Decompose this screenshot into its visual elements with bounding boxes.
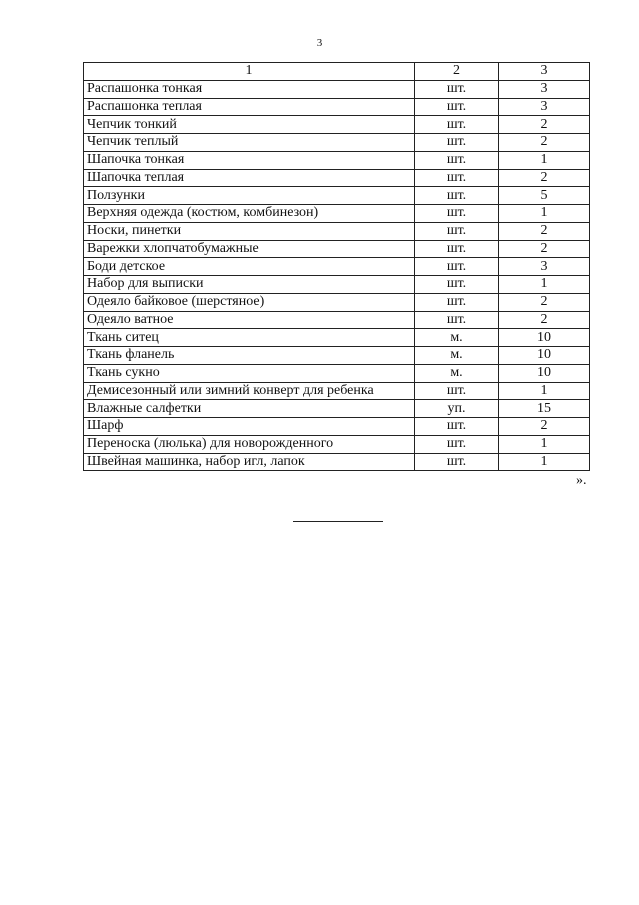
- table-row: [84, 329, 590, 347]
- item-unit: шт.: [415, 169, 499, 187]
- item-unit: шт.: [415, 98, 499, 116]
- item-unit: шт.: [415, 418, 499, 436]
- item-quantity: 1: [499, 276, 590, 294]
- item-quantity: 1: [499, 382, 590, 400]
- table-row: [84, 187, 590, 205]
- item-name: Верхняя одежда (костюм, комбинезон): [84, 205, 415, 223]
- item-unit: шт.: [415, 187, 499, 205]
- item-quantity: 3: [499, 80, 590, 98]
- item-unit: шт.: [415, 222, 499, 240]
- item-name: Одеяло байковое (шерстяное): [84, 293, 415, 311]
- item-quantity: 2: [499, 240, 590, 258]
- item-unit: м.: [415, 347, 499, 365]
- item-quantity: 10: [499, 364, 590, 382]
- item-name: Ткань ситец: [84, 329, 415, 347]
- table-row: [84, 222, 590, 240]
- column-header-3: 3: [499, 63, 590, 81]
- item-name: Переноска (люлька) для новорожденного: [84, 435, 415, 453]
- item-quantity: 2: [499, 222, 590, 240]
- page-number: 3: [316, 37, 323, 49]
- item-unit: шт.: [415, 453, 499, 471]
- item-unit: шт.: [415, 258, 499, 276]
- table-row: [84, 418, 590, 436]
- item-name: Шапочка тонкая: [84, 151, 415, 169]
- item-quantity: 1: [499, 435, 590, 453]
- item-quantity: 3: [499, 98, 590, 116]
- item-unit: шт.: [415, 240, 499, 258]
- table-row: [84, 258, 590, 276]
- item-unit: шт.: [415, 382, 499, 400]
- item-name: Ползунки: [84, 187, 415, 205]
- item-name: Шарф: [84, 418, 415, 436]
- item-unit: шт.: [415, 311, 499, 329]
- closing-quote-mark: ».: [576, 473, 587, 488]
- item-name: Носки, пинетки: [84, 222, 415, 240]
- item-name: Боди детское: [84, 258, 415, 276]
- table-row: [84, 169, 590, 187]
- item-quantity: 2: [499, 116, 590, 134]
- item-unit: м.: [415, 329, 499, 347]
- item-unit: шт.: [415, 80, 499, 98]
- item-name: Шапочка теплая: [84, 169, 415, 187]
- separator-line: [293, 521, 383, 522]
- item-name: Одеяло ватное: [84, 311, 415, 329]
- item-unit: шт.: [415, 276, 499, 294]
- item-name: Ткань фланель: [84, 347, 415, 365]
- item-name: Чепчик теплый: [84, 134, 415, 152]
- item-quantity: 5: [499, 187, 590, 205]
- item-name: Швейная машинка, набор игл, лапок: [84, 453, 415, 471]
- item-name: Распашонка тонкая: [84, 80, 415, 98]
- table-row: [84, 116, 590, 134]
- table-row: [84, 453, 590, 471]
- table-row: [84, 382, 590, 400]
- column-header-1: 1: [84, 63, 415, 81]
- item-name: Ткань сукно: [84, 364, 415, 382]
- table-row: [84, 364, 590, 382]
- item-unit: шт.: [415, 435, 499, 453]
- item-name: Чепчик тонкий: [84, 116, 415, 134]
- item-quantity: 2: [499, 169, 590, 187]
- item-quantity: 3: [499, 258, 590, 276]
- column-header-2: 2: [415, 63, 499, 81]
- item-quantity: 1: [499, 453, 590, 471]
- item-quantity: 2: [499, 311, 590, 329]
- table-row: [84, 435, 590, 453]
- table-row: [84, 80, 590, 98]
- item-unit: шт.: [415, 293, 499, 311]
- item-name: Демисезонный или зимний конверт для ребенка: [84, 382, 415, 400]
- item-quantity: 2: [499, 293, 590, 311]
- table-row: [84, 134, 590, 152]
- item-name: Распашонка теплая: [84, 98, 415, 116]
- table-row: [84, 240, 590, 258]
- item-unit: м.: [415, 364, 499, 382]
- table-row: [84, 400, 590, 418]
- item-quantity: 2: [499, 134, 590, 152]
- item-quantity: 1: [499, 151, 590, 169]
- item-quantity: 1: [499, 205, 590, 223]
- item-unit: шт.: [415, 134, 499, 152]
- table-header-row: [84, 63, 590, 81]
- item-name: Варежки хлопчатобумажные: [84, 240, 415, 258]
- table-row: [84, 98, 590, 116]
- table-row: [84, 311, 590, 329]
- item-unit: шт.: [415, 116, 499, 134]
- table-row: [84, 205, 590, 223]
- item-name: Влажные салфетки: [84, 400, 415, 418]
- items-table: [83, 62, 590, 471]
- item-unit: уп.: [415, 400, 499, 418]
- item-quantity: 10: [499, 347, 590, 365]
- table-row: [84, 276, 590, 294]
- item-quantity: 2: [499, 418, 590, 436]
- table-row: [84, 151, 590, 169]
- item-unit: шт.: [415, 151, 499, 169]
- item-name: Набор для выписки: [84, 276, 415, 294]
- item-unit: шт.: [415, 205, 499, 223]
- table-row: [84, 347, 590, 365]
- item-quantity: 15: [499, 400, 590, 418]
- table-row: [84, 293, 590, 311]
- item-quantity: 10: [499, 329, 590, 347]
